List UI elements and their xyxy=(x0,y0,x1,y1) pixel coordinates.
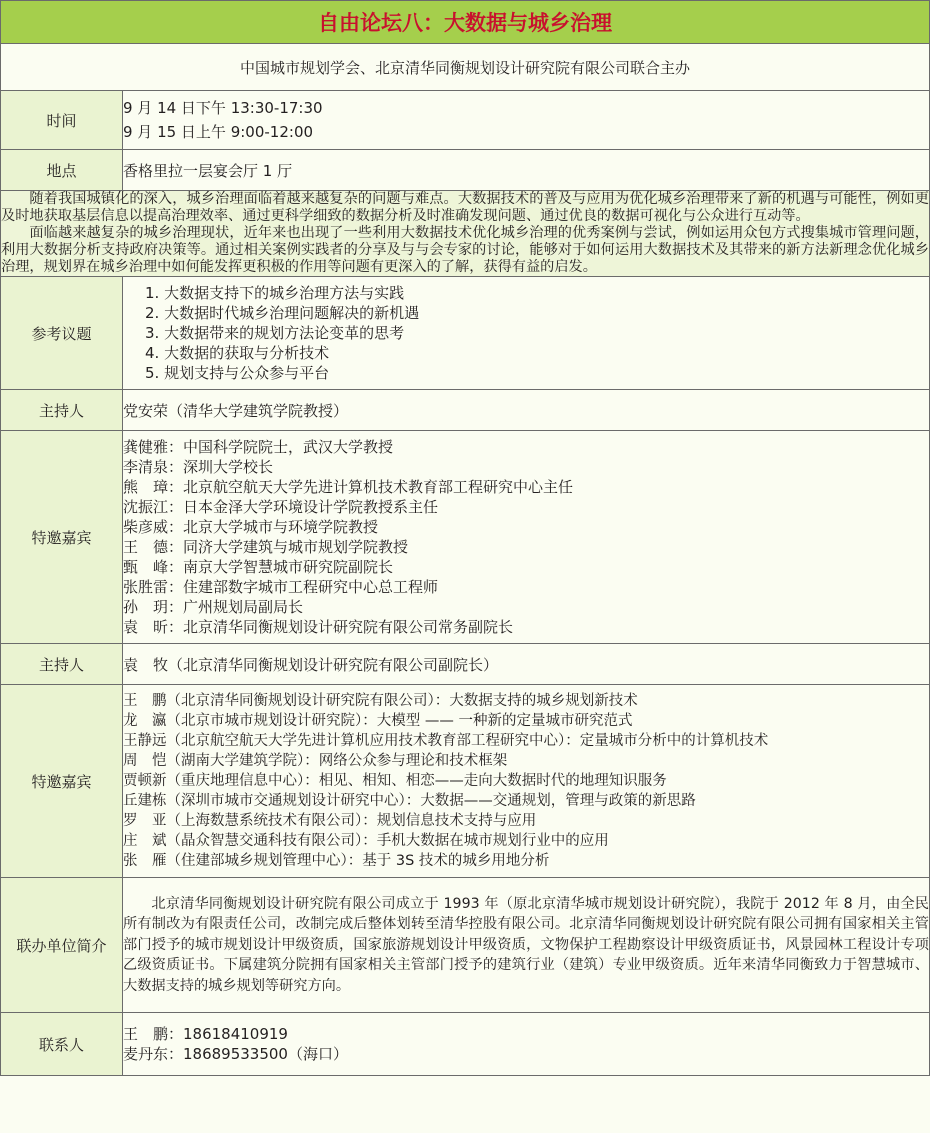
topic-item: 5. 规划支持与公众参与平台 xyxy=(145,364,330,382)
guest-item: 龚健雅：中国科学院院士，武汉大学教授 xyxy=(123,438,394,456)
host-row xyxy=(1,390,930,431)
guest-talk-item: 张 雁（住建部城乡规划管理中心）：基于 3S 技术的城乡用地分析 xyxy=(123,853,550,869)
guest-item: 袁 昕：北京清华同衡规划设计研究院有限公司常务副院长 xyxy=(123,618,514,636)
title-row xyxy=(1,1,930,44)
guest-item: 甄 峰：南京大学智慧城市研究院副院长 xyxy=(123,558,394,576)
topics-list xyxy=(123,277,930,390)
host-value-2: 袁 牧（北京清华同衡规划设计研究院有限公司副院长） xyxy=(123,644,930,685)
company-row xyxy=(1,878,930,1013)
company-label: 联办单位简介 xyxy=(1,878,123,1013)
guest-item: 李清泉：深圳大学校长 xyxy=(123,458,274,476)
time-line: 9 月 14 日下午 13:30-17:30 xyxy=(123,99,323,117)
time-label: 时间 xyxy=(1,91,123,150)
guest-item: 王 德：同济大学建筑与城市规划学院教授 xyxy=(123,538,409,556)
guests-label-2: 特邀嘉宾 xyxy=(1,685,123,878)
contact-list xyxy=(123,1013,930,1076)
intro-row xyxy=(1,191,930,277)
guest-talk-item: 贾顿新（重庆地理信息中心）：相见、相知、相恋——走向大数据时代的地理知识服务 xyxy=(123,773,667,789)
contact-item: 麦丹东：18689533500（海口） xyxy=(123,1045,348,1063)
intro-text xyxy=(1,191,930,277)
intro-paragraph: 随着我国城镇化的深入，城乡治理面临着越来越复杂的问题与难点。大数据技术的普及与应用为优化城乡治理带来了新的机遇与可能性，例如更及时地获取基层信息以提高治理效率、通过更科学细致的数据分析及时准确发现问题、通过优良的数据可视化与公众进行互动等。 xyxy=(1,191,929,224)
contact-label: 联系人 xyxy=(1,1013,123,1076)
guest-talk-item: 王 鹏（北京清华同衡规划设计研究院有限公司）：大数据支持的城乡规划新技术 xyxy=(123,693,638,709)
topics-label: 参考议题 xyxy=(1,277,123,390)
guest-talk-item: 王静远（北京航空航天大学先进计算机应用技术教育部工程研究中心）：定量城市分析中的计算机技术 xyxy=(123,733,769,749)
organizers-row xyxy=(1,44,930,91)
contact-item: 王 鹏：18618410919 xyxy=(123,1025,288,1043)
topic-item: 2. 大数据时代城乡治理问题解决的新机遇 xyxy=(145,304,420,322)
forum-title: 自由论坛八：大数据与城乡治理 xyxy=(1,1,930,44)
time-value xyxy=(123,91,930,150)
host-label-2: 主持人 xyxy=(1,644,123,685)
guest-talk-item: 周 恺（湖南大学建筑学院）：网络公众参与理论和技术框架 xyxy=(123,753,508,769)
guest-talk-item: 龙 瀛（北京市城市规划设计研究院）：大模型 —— 一种新的定量城市研究范式 xyxy=(123,713,633,729)
host-row-2 xyxy=(1,644,930,685)
place-label: 地点 xyxy=(1,150,123,191)
guest-item: 孙 玥：广州规划局副局长 xyxy=(123,598,304,616)
company-paragraph: 北京清华同衡规划设计研究院有限公司成立于 1993 年（原北京清华城市规划设计研究院），我院于 2012 年 8 月，由全民所有制改为有限责任公司，改制完成后整体划转至清华控股有限公司。北京清华同衡规划设计研究院有限公司拥有国家相关主管部门授予的城市规划设计甲级资质，国家旅游规划设计甲级资质，文物保护工程勘察设计甲级资质证书，风景园林工程设计专项乙级资质证书。下属建筑分院拥有国家相关主管部门授予的建筑行业（建筑）专业甲级资质。近年来清华同衡致力于智慧城市、大数据支持的城乡规划等研究方向。 xyxy=(123,895,929,994)
host-value: 党安荣（清华大学建筑学院教授） xyxy=(123,390,930,431)
guest-talk-item: 丘建栋（深圳市城市交通规划设计研究中心）：大数据——交通规划，管理与政策的新思路 xyxy=(123,793,696,809)
place-value: 香格里拉一层宴会厅 1 厅 xyxy=(123,150,930,191)
guest-item: 柴彦威：北京大学城市与环境学院教授 xyxy=(123,518,379,536)
guests-row-2 xyxy=(1,685,930,878)
time-row xyxy=(1,91,930,150)
topic-item: 1. 大数据支持下的城乡治理方法与实践 xyxy=(145,284,405,302)
company-text xyxy=(123,878,930,1013)
topic-item: 4. 大数据的获取与分析技术 xyxy=(145,344,330,362)
host-label: 主持人 xyxy=(1,390,123,431)
guest-item: 熊 璋：北京航空航天大学先进计算机技术教育部工程研究中心主任 xyxy=(123,478,574,496)
guests-row xyxy=(1,431,930,644)
topics-row xyxy=(1,277,930,390)
time-line: 9 月 15 日上午 9:00-12:00 xyxy=(123,123,314,141)
guests-list xyxy=(123,431,930,644)
guest-talk-item: 庄 斌（晶众智慧交通科技有限公司）：手机大数据在城市规划行业中的应用 xyxy=(123,833,609,849)
guest-item: 沈振江：日本金泽大学环境设计学院教授系主任 xyxy=(123,498,439,516)
guest-talk-item: 罗 亚（上海数慧系统技术有限公司）：规划信息技术支持与应用 xyxy=(123,813,537,829)
guests-list-2 xyxy=(123,685,930,878)
organizers-text: 中国城市规划学会、北京清华同衡规划设计研究院有限公司联合主办 xyxy=(1,44,930,91)
guest-item: 张胜雷：住建部数字城市工程研究中心总工程师 xyxy=(123,578,439,596)
topic-item: 3. 大数据带来的规划方法论变革的思考 xyxy=(145,324,405,342)
guests-label: 特邀嘉宾 xyxy=(1,431,123,644)
intro-paragraph: 面临越来越复杂的城乡治理现状，近年来也出现了一些利用大数据技术优化城乡治理的优秀案例与尝试，例如运用众包方式搜集城市管理问题，利用大数据分析支持政府决策等。通过相关案例实践者的分享及与与会专家的讨论，能够对于如何运用大数据技术及其带来的新方法新理念优化城乡治理，规划界在城乡治理中如何能发挥更积极的作用等问题有更深入的了解，获得有益的启发。 xyxy=(1,225,929,275)
place-row xyxy=(1,150,930,191)
contact-row xyxy=(1,1013,930,1076)
